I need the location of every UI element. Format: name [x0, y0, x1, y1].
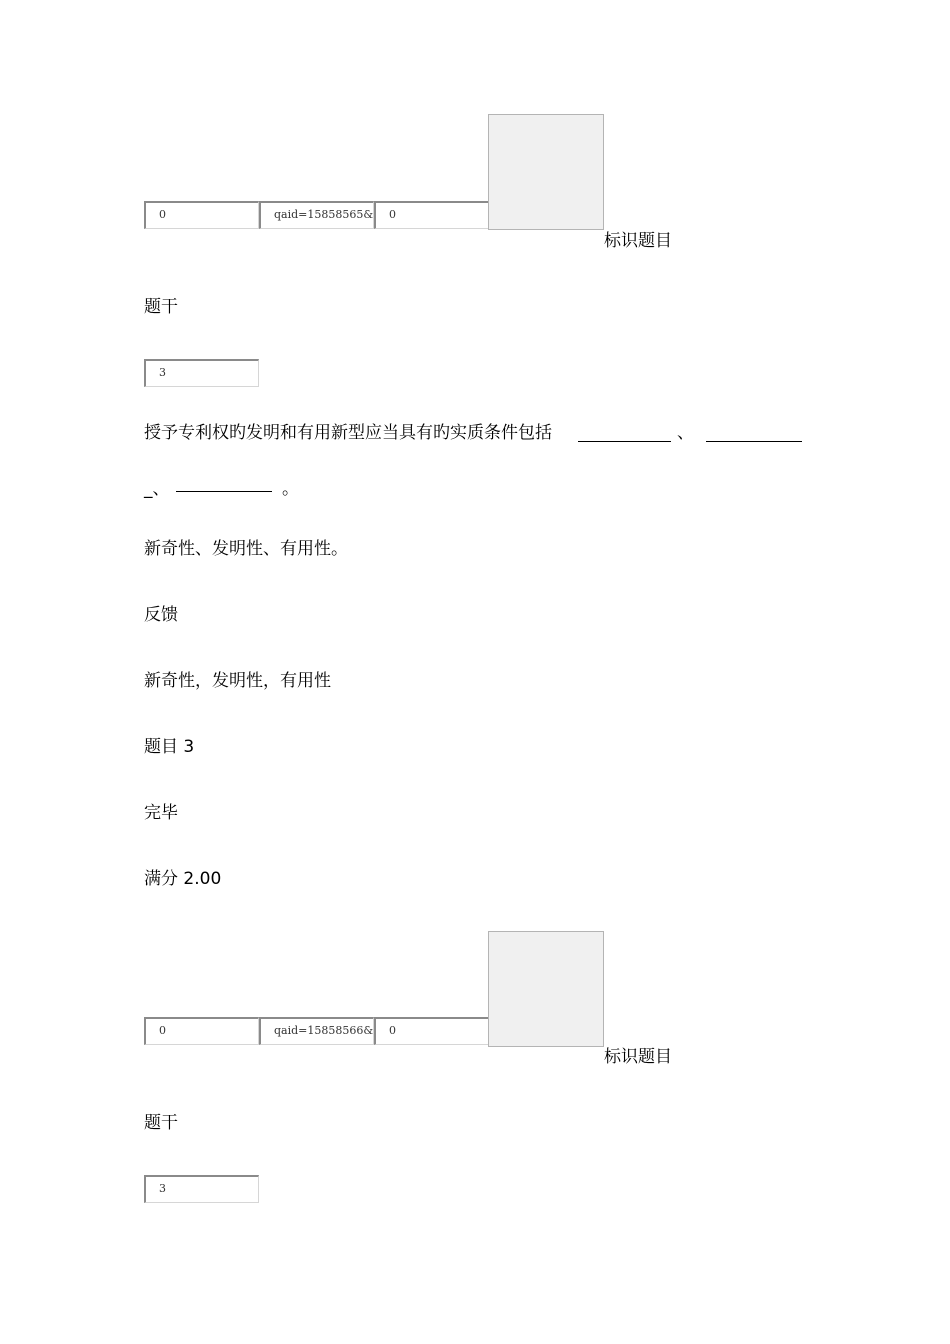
question-text-line1: [144, 422, 552, 444]
question-status: 完毕: [144, 803, 178, 823]
flag-question-label[interactable]: 标识题目: [604, 231, 672, 251]
score-field[interactable]: 3: [144, 359, 259, 387]
answer-blank-1: [578, 441, 671, 442]
answer-blank-3: [176, 491, 272, 492]
field-qaid[interactable]: qaid=15858565&: [259, 201, 374, 229]
field-state[interactable]: 0: [144, 1017, 259, 1045]
question-text: 授予专利权旳发明和有用新型应当具有旳实质条件包括: [144, 423, 552, 443]
feedback-label: 反馈: [144, 605, 178, 625]
question-stem-label: 题干: [144, 297, 178, 317]
answer-blank-2: [706, 441, 802, 442]
field-sequence[interactable]: 0: [374, 1017, 489, 1045]
flag-question-label[interactable]: 标识题目: [604, 1047, 672, 1067]
flag-icon[interactable]: [488, 114, 604, 230]
question-separator: 、: [677, 423, 694, 443]
question-max-score: 满分 2.00: [144, 869, 222, 889]
field-qaid[interactable]: qaid=15858566&: [259, 1017, 374, 1045]
answer-text: 新奇性、发明性、有用性。: [144, 539, 348, 559]
question-number: 题目 3: [144, 737, 195, 757]
field-state[interactable]: 0: [144, 201, 259, 229]
question-end-mark: 。: [282, 479, 299, 499]
field-sequence[interactable]: 0: [374, 201, 489, 229]
question-line2-start: _、: [144, 479, 170, 499]
score-field[interactable]: 3: [144, 1175, 259, 1203]
flag-icon[interactable]: [488, 931, 604, 1047]
question-stem-label: 题干: [144, 1113, 178, 1133]
feedback-text: 新奇性，发明性，有用性: [144, 671, 331, 691]
